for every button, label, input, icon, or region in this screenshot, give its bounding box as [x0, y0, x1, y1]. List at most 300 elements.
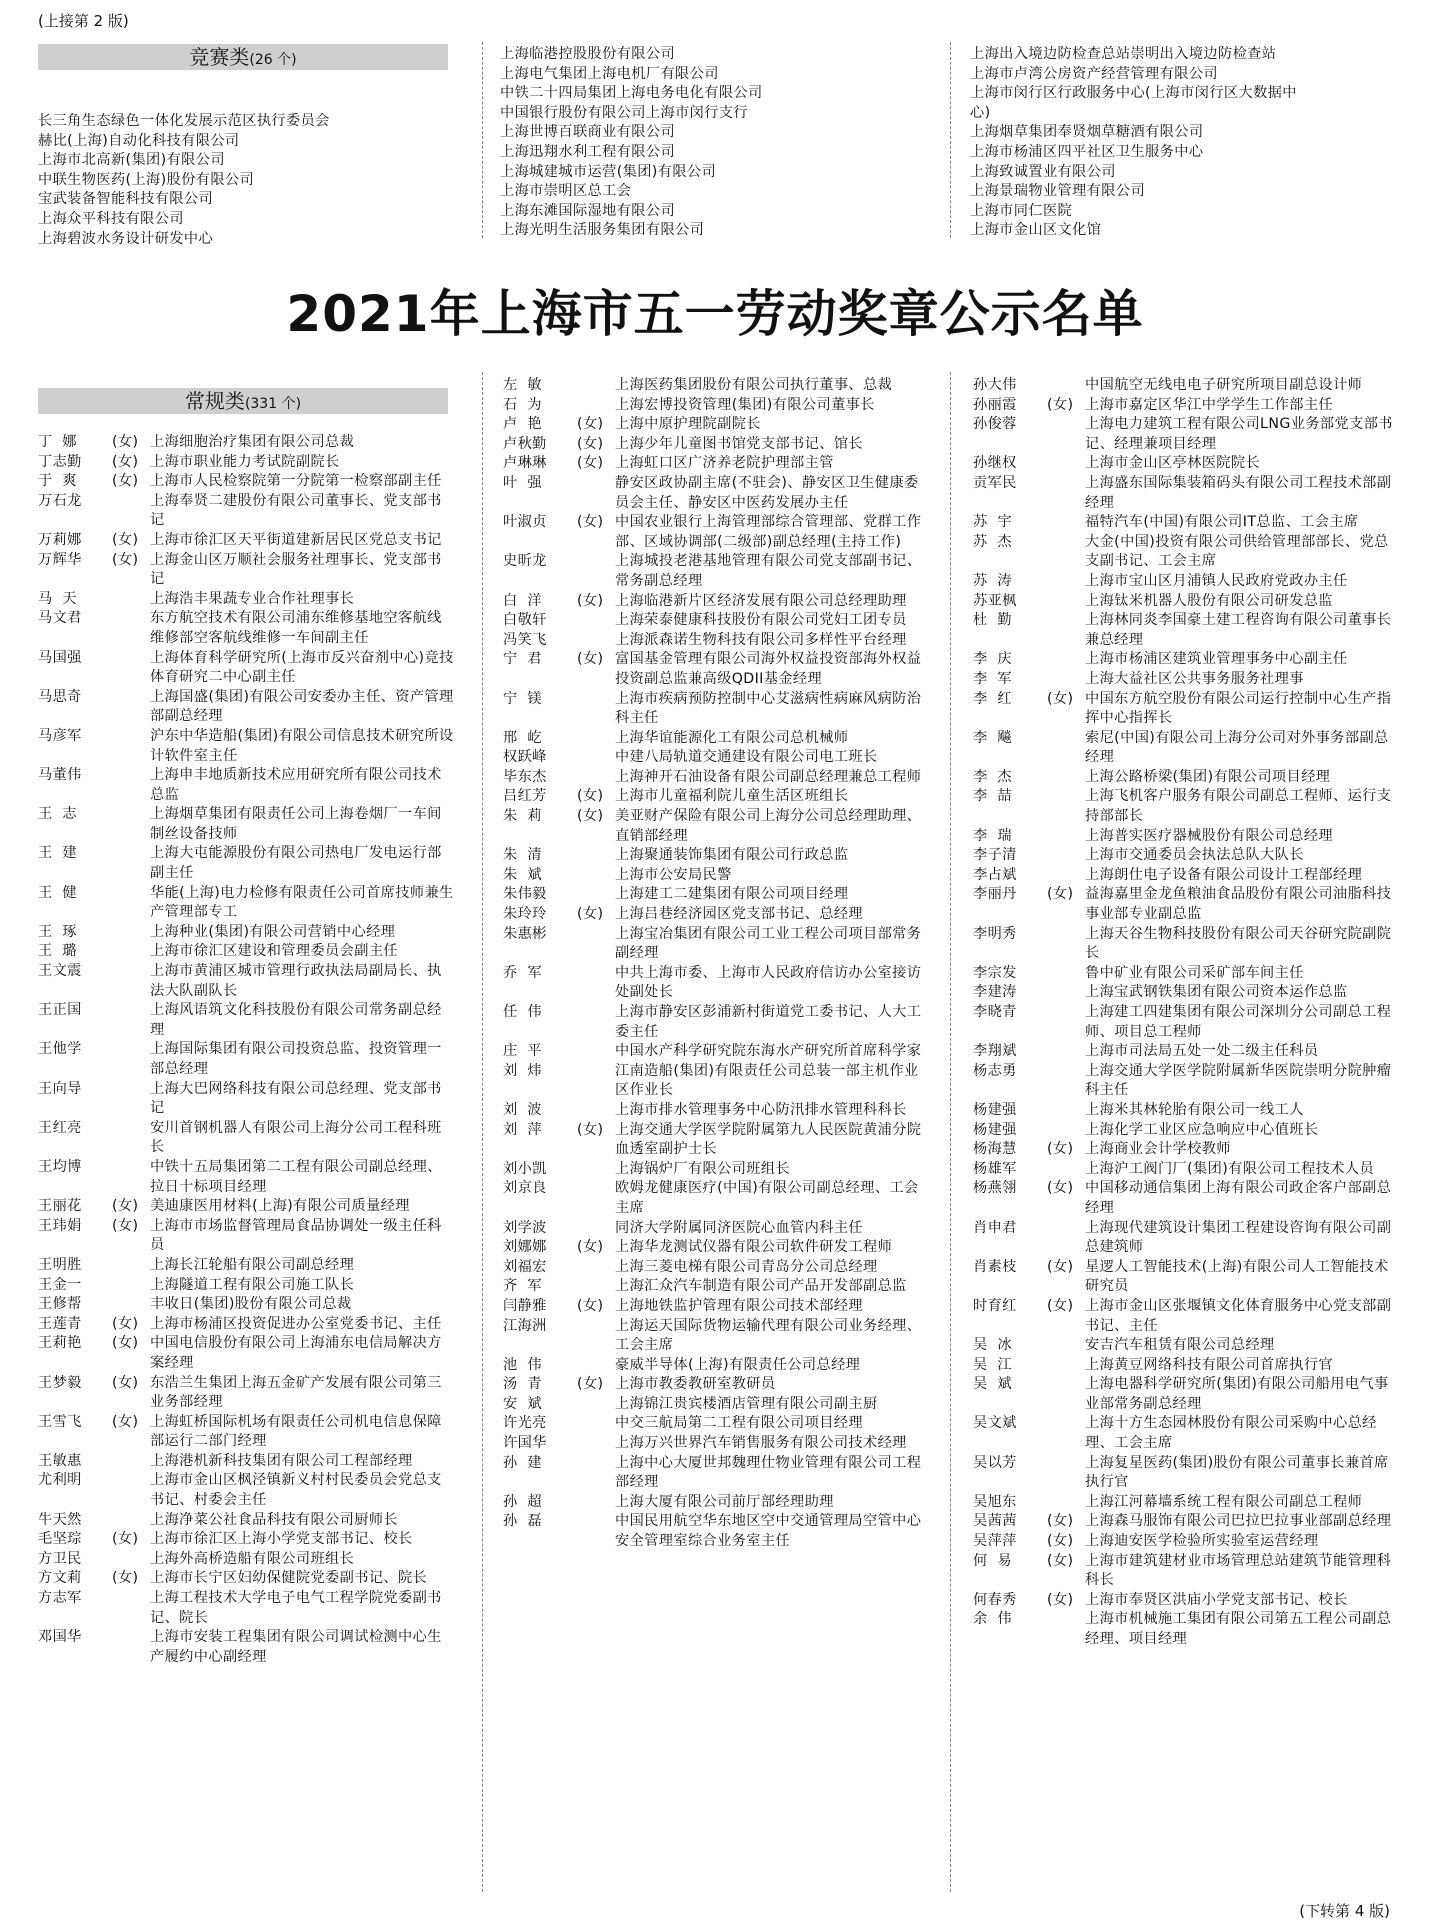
honoree-entry: [38, 531, 456, 551]
honoree-title: 上海市奉贤区洪庙小学党支部书记、校长: [1085, 1591, 1348, 1608]
honoree-name: 朱 斌: [503, 866, 542, 883]
section-count: (331 个): [244, 396, 302, 412]
honoree-entry: [973, 1140, 1393, 1160]
honoree-name: 方志军: [38, 1590, 82, 1607]
honoree-name: 尤利明: [38, 1472, 82, 1489]
competition-entry: 上海市北高新(集团)有限公司: [38, 152, 225, 169]
honoree-name: 王莲青: [38, 1315, 82, 1332]
honoree-entry: [973, 729, 1393, 768]
honoree-name: 马彦军: [38, 727, 82, 744]
honoree-gender: (女): [1047, 396, 1074, 413]
honoree-title: 上海市公安局民警: [615, 866, 732, 883]
honoree-name: 李建涛: [973, 984, 1017, 1001]
honoree-name: 万石龙: [38, 492, 82, 509]
honoree-gender: (女): [577, 435, 604, 452]
honoree-title: 上海市人民检察院第一分院第一检察部副主任: [150, 473, 442, 490]
section-label: 常规类: [184, 389, 245, 413]
honoree-name: 吴 冰: [973, 1337, 1012, 1354]
honoree-name: 李子清: [973, 847, 1017, 864]
honoree-title: 上海体育科学研究所(上海市反兴奋剂中心)竞技体育研究二中心副主任: [150, 649, 454, 686]
honoree-name: 王文震: [38, 963, 82, 980]
honoree-entry: [973, 1062, 1393, 1101]
honoree-entry: [38, 472, 456, 492]
competition-entry: 上海市卢湾公房资产经营管理有限公司: [970, 65, 1218, 82]
honoree-name: 卢 艳: [503, 416, 542, 433]
honoree-title: 上海工程技术大学电子电气工程学院党委副书记、院长: [150, 1590, 442, 1626]
continued-to-note: (下转第 4 版): [1299, 1902, 1390, 1920]
honoree-name: 叶淑贞: [503, 514, 547, 531]
honoree-entry: [973, 1552, 1393, 1591]
honoree-title: 中国东方航空股份有限公司运行控制中心生产指挥中心指挥长: [1085, 690, 1392, 727]
honoree-title: 上海化学工业区应急响应中心值班长: [1085, 1121, 1319, 1138]
honoree-title: 中国水产科学研究院东海水产研究所首席科学家: [615, 1043, 922, 1060]
competition-entry: 上海景瑞物业管理有限公司: [970, 183, 1146, 200]
honoree-gender: (女): [112, 1198, 139, 1215]
honoree-gender: (女): [1047, 886, 1074, 903]
honoree-gender: (女): [112, 434, 139, 450]
honoree-entry: [38, 1550, 456, 1570]
honoree-title: 丰收日(集团)股份有限公司总裁: [150, 1296, 352, 1313]
honoree-entry: [973, 513, 1393, 533]
honoree-title: 上海三菱电梯有限公司青岛分公司总经理: [615, 1258, 878, 1275]
honoree-name: 马国强: [38, 649, 82, 666]
honoree-entry: [503, 513, 923, 552]
honoree-title: 上海外高桥造船有限公司班组长: [150, 1550, 355, 1567]
honoree-entry: [973, 827, 1393, 847]
honoree-title: 上海浩丰果蔬专业合作社理事长: [150, 590, 355, 607]
honoree-name: 刘 炜: [503, 1062, 542, 1079]
honoree-name: 时育红: [973, 1297, 1017, 1314]
honoree-entry: [38, 766, 456, 805]
honoree-gender: (女): [112, 1315, 139, 1332]
honoree-entry: [38, 1589, 456, 1628]
honoree-title: 上海交通大学医学院附属第九人民医院黄浦分院血透室副护士长: [615, 1121, 922, 1158]
honoree-title: 上海复星医药(集团)股份有限公司董事长兼首席执行官: [1085, 1454, 1389, 1491]
honoree-gender: (女): [112, 551, 139, 568]
honoree-entry: [503, 650, 923, 689]
honoree-name: 邓国华: [38, 1629, 82, 1646]
honoree-name: 石 为: [503, 396, 542, 413]
honoree-title: 上海市宝山区月浦镇人民政府党政办主任: [1085, 572, 1348, 589]
honoree-entry: [503, 866, 923, 886]
honoree-entry: [973, 1493, 1393, 1513]
honoree-name: 任 伟: [503, 1004, 542, 1020]
honoree-name: 王敏惠: [38, 1452, 82, 1469]
honoree-name: 肖申君: [973, 1219, 1017, 1236]
honoree-entry: [973, 1336, 1393, 1356]
honoree-entry: [38, 590, 456, 610]
honoree-name: 王丽花: [38, 1198, 82, 1215]
honoree-entry: [503, 1062, 923, 1101]
honoree-title: 上海华龙测试仪器有限公司软件研发工程师: [615, 1239, 893, 1256]
honoree-title: 上海宏博投资管理(集团)有限公司董事长: [615, 396, 875, 413]
column-divider: [482, 42, 483, 238]
honoree-name: 苏 涛: [973, 572, 1012, 589]
honoree-title: 上海十方生态园林股份有限公司采购中心总经理、工会主席: [1085, 1415, 1377, 1452]
honoree-entry: [503, 376, 923, 396]
honoree-name: 于 爽: [38, 473, 77, 490]
honoree-title: 上海净菜公社食品科技有限公司厨师长: [150, 1511, 398, 1528]
honoree-name: 王他学: [38, 1041, 82, 1058]
honoree-entry: [503, 1356, 923, 1376]
competition-entry: 上海市崇明区总工会: [500, 183, 632, 200]
honoree-entry: [38, 1628, 456, 1667]
honoree-title: 上海市嘉定区华江中学学生工作部主任: [1085, 396, 1333, 413]
honoree-title: 豪威半导体(上海)有限责任公司总经理: [615, 1356, 861, 1373]
honoree-title: 静安区政协副主席(不驻会)、静安区卫生健康委员会主任、静安区中医药发展办主任: [615, 474, 919, 511]
honoree-title: 上海林同炎李国豪土建工程咨询有限公司董事长兼总经理: [1085, 612, 1392, 648]
honoree-entry: [973, 925, 1393, 964]
honoree-entry: [503, 1454, 923, 1493]
honoree-title: 江南造船(集团)有限责任公司总装一部主机作业区作业长: [615, 1062, 919, 1099]
honoree-gender: (女): [112, 453, 139, 470]
honoree-entry: [503, 454, 923, 474]
honoree-entry: [973, 983, 1393, 1003]
honoree-name: 叶 强: [503, 474, 542, 491]
honoree-title: 上海森马服饰有限公司巴拉巴拉事业部副总经理: [1085, 1513, 1392, 1530]
honoree-entry: [38, 1452, 456, 1472]
honoree-entry: [503, 611, 923, 631]
honoree-entry: [503, 1258, 923, 1278]
honoree-name: 李丽丹: [973, 886, 1017, 903]
honoree-name: 王修帮: [38, 1296, 82, 1313]
honoree-title: 上海市排水管理事务中心防汛排水管理科科长: [615, 1101, 907, 1118]
competition-entry: 上海致诚置业有限公司: [970, 163, 1116, 180]
honoree-gender: (女): [112, 473, 139, 490]
honoree-entry: [38, 1119, 456, 1158]
regular-column-1: [38, 433, 456, 1667]
honoree-title: 上海宝冶集团有限公司工业工程公司项目部常务副经理: [615, 925, 922, 962]
honoree-title: 上海市静安区彭浦新村街道党工委书记、人大工委主任: [615, 1004, 922, 1040]
honoree-name: 刘小凯: [503, 1160, 547, 1177]
honoree-gender: (女): [577, 651, 604, 668]
honoree-title: 中国移动通信集团上海有限公司政企客户部副总经理: [1085, 1180, 1392, 1216]
honoree-title: 上海万兴世界汽车销售服务有限公司技术经理: [615, 1435, 907, 1452]
competition-entry: 上海世博百联商业有限公司: [500, 124, 676, 141]
competition-entry: 上海东滩国际湿地有限公司: [500, 202, 676, 219]
competition-column-1: [38, 112, 448, 249]
honoree-name: 王金一: [38, 1276, 82, 1293]
honoree-entry: [38, 962, 456, 1001]
honoree-title: 安川首钢机器人有限公司上海分公司工程科班长: [150, 1119, 442, 1156]
honoree-name: 卢琳琳: [503, 455, 547, 472]
honoree-entry: [973, 964, 1393, 984]
honoree-name: 李 军: [973, 670, 1012, 687]
honoree-title: 东方航空技术有限公司浦东维修基地空客航线维修部空客航线维修一车间副主任: [150, 610, 442, 646]
honoree-name: 孙丽霞: [973, 396, 1017, 413]
competition-entry: 宝武装备智能科技有限公司: [38, 191, 214, 208]
honoree-entry: [38, 1471, 456, 1510]
honoree-entry: [503, 885, 923, 905]
honoree-title: 上海市安装工程集团有限公司调试检测中心生产履约中心副经理: [150, 1629, 442, 1665]
honoree-title: 上海市建筑建材业市场管理总站建筑节能管理科科长: [1085, 1552, 1392, 1589]
honoree-title: 上海虹口区广济养老院护理部主管: [615, 455, 834, 472]
section-label: 竞赛类: [189, 45, 250, 69]
honoree-name: 孙 建: [503, 1454, 542, 1471]
honoree-entry: [973, 611, 1393, 650]
honoree-entry: [38, 1530, 456, 1550]
honoree-name: 李翔斌: [973, 1043, 1017, 1060]
honoree-name: 孙大伟: [973, 377, 1017, 393]
honoree-name: 苏亚枫: [973, 592, 1017, 609]
competition-entry: 中国银行股份有限公司上海市闵行支行: [500, 104, 748, 121]
honoree-entry: [503, 807, 923, 846]
honoree-entry: [973, 650, 1393, 670]
honoree-title: 上海细胞治疗集团有限公司总裁: [150, 434, 355, 450]
honoree-name: 李明秀: [973, 925, 1017, 942]
honoree-gender: (女): [112, 1413, 139, 1430]
honoree-title: 上海市金山区张堰镇文化体育服务中心党支部副书记、主任: [1085, 1297, 1392, 1334]
honoree-title: 上海市徐汇区天平街道建新居民区党总支书记: [150, 531, 442, 548]
honoree-entry: [503, 964, 923, 1003]
honoree-entry: [503, 1121, 923, 1160]
honoree-gender: (女): [577, 416, 604, 433]
honoree-name: 庄 平: [503, 1043, 542, 1060]
honoree-title: 上海市司法局五处一处二级主任科员: [1085, 1043, 1319, 1060]
honoree-name: 王雪飞: [38, 1413, 82, 1430]
honoree-title: 上海钛米机器人股份有限公司研发总监: [1085, 592, 1333, 609]
honoree-entry: [503, 729, 923, 749]
honoree-entry: [503, 925, 923, 964]
honoree-title: 上海临港新片区经济发展有限公司总经理助理: [615, 592, 907, 609]
honoree-title: 上海城投老港基地管理有限公司党支部副书记、常务副总经理: [615, 553, 922, 589]
honoree-name: 宁 镁: [503, 690, 542, 707]
honoree-title: 上海长江轮船有限公司副总经理: [150, 1256, 355, 1273]
honoree-title: 上海黄豆网络科技有限公司首席执行官: [1085, 1356, 1333, 1373]
honoree-name: 王 建: [38, 845, 77, 862]
honoree-gender: (女): [1047, 1180, 1074, 1197]
honoree-entry: [503, 1003, 923, 1042]
competition-entry: 上海市闵行区行政服务中心(上海市闵行区大数据中: [970, 85, 1297, 102]
honoree-name: 朱 清: [503, 847, 542, 864]
honoree-name: 孙 超: [503, 1493, 542, 1510]
honoree-title: 上海建工二建集团有限公司项目经理: [615, 886, 849, 903]
honoree-name: 牛天然: [38, 1511, 82, 1528]
honoree-title: 上海市杨浦区投资促进办公室党委书记、主任: [150, 1315, 442, 1332]
honoree-entry: [973, 1258, 1393, 1297]
honoree-name: 王 璐: [38, 943, 77, 960]
honoree-title: 上海医药集团股份有限公司执行董事、总裁: [615, 377, 893, 393]
honoree-title: 美迪康医用材料(上海)有限公司质量经理: [150, 1198, 410, 1215]
honoree-name: 万辉华: [38, 551, 82, 568]
continued-from-note: (上接第 2 版): [38, 12, 129, 30]
honoree-entry: [38, 551, 456, 590]
honoree-name: 池 伟: [503, 1356, 542, 1373]
honoree-entry: [973, 396, 1393, 416]
honoree-title: 益海嘉里金龙鱼粮油食品股份有限公司油脂科技事业部专业副总监: [1085, 886, 1392, 923]
honoree-gender: (女): [1047, 1513, 1074, 1530]
honoree-name: 宁 君: [503, 651, 542, 668]
honoree-title: 上海朗仕电子设备有限公司设计工程部经理: [1085, 866, 1363, 883]
honoree-title: 上海大巴网络科技有限公司总经理、党支部书记: [150, 1080, 442, 1117]
honoree-title: 上海中原护理院副院长: [615, 416, 761, 433]
honoree-title: 上海金山区万顺社会服务社理事长、党支部书记: [150, 551, 442, 588]
honoree-title: 上海市黄浦区城市管理行政执法局副局长、执法大队副队长: [150, 963, 442, 999]
honoree-title: 中共上海市委、上海市人民政府信访办公室接访处副处长: [615, 964, 922, 1001]
honoree-title: 上海少年儿童图书馆党支部书记、馆长: [615, 435, 863, 452]
honoree-name: 孙 磊: [503, 1513, 542, 1530]
honoree-name: 白 洋: [503, 592, 542, 609]
competition-entry: 长三角生态绿色一体化发展示范区执行委员会: [38, 113, 330, 129]
competition-entry: 上海迅翔水利工程有限公司: [500, 143, 676, 160]
honoree-entry: [503, 1297, 923, 1317]
honoree-entry: [503, 787, 923, 807]
honoree-entry: [38, 453, 456, 473]
honoree-entry: [38, 1001, 456, 1040]
honoree-entry: [503, 748, 923, 768]
regular-column-2: [503, 376, 923, 1552]
honoree-entry: [38, 1295, 456, 1315]
honoree-title: 富国基金管理有限公司海外权益投资部海外权益投资副总监兼高级QDII基金经理: [615, 651, 922, 687]
honoree-entry: [973, 1610, 1393, 1649]
honoree-name: 吕红芳: [503, 788, 547, 805]
honoree-entry: [38, 649, 456, 688]
honoree-entry: [973, 454, 1393, 474]
honoree-title: 上海大厦有限公司前厅部经理助理: [615, 1493, 834, 1510]
honoree-name: 马文君: [38, 610, 82, 627]
honoree-entry: [38, 1217, 456, 1256]
honoree-entry: [973, 1219, 1393, 1258]
honoree-gender: (女): [577, 514, 604, 531]
honoree-name: 丁 娜: [38, 434, 77, 450]
honoree-entry: [38, 492, 456, 531]
honoree-title: 欧姆龙健康医疗(中国)有限公司副总经理、工会主席: [615, 1180, 919, 1216]
honoree-title: 上海派森诺生物科技有限公司多样性平台经理: [615, 631, 907, 648]
honoree-title: 中铁十五局集团第二工程有限公司副总经理、拉日十标项目经理: [150, 1158, 442, 1195]
honoree-entry: [973, 1160, 1393, 1180]
honoree-title: 鲁中矿业有限公司采矿部车间主任: [1085, 964, 1304, 981]
honoree-gender: (女): [1047, 1258, 1074, 1275]
honoree-name: 史昕龙: [503, 553, 547, 570]
honoree-title: 上海中心大厦世邦魏理仕物业管理有限公司工程部经理: [615, 1454, 922, 1491]
competition-entry: 心): [970, 104, 991, 121]
honoree-name: 朱惠彬: [503, 925, 547, 942]
honoree-name: 吴旭东: [973, 1493, 1017, 1510]
honoree-name: 李占斌: [973, 866, 1017, 883]
honoree-name: 万莉娜: [38, 531, 82, 548]
honoree-name: 刘娜娜: [503, 1239, 547, 1256]
honoree-title: 美亚财产保险有限公司上海分公司总经理助理、直销部经理: [615, 808, 922, 844]
honoree-entry: [973, 1003, 1393, 1042]
honoree-title: 上海电器科学研究所(集团)有限公司船用电气事业部常务副总经理: [1085, 1376, 1389, 1412]
honoree-gender: (女): [1047, 1297, 1074, 1314]
honoree-name: 王 健: [38, 884, 77, 901]
honoree-title: 上海市市场监督管理局食品协调处一级主任科员: [150, 1217, 442, 1254]
competition-column-2: [500, 45, 920, 241]
honoree-name: 刘 萍: [503, 1121, 542, 1138]
honoree-entry: [503, 1160, 923, 1180]
honoree-entry: [973, 474, 1393, 513]
honoree-title: 上海种业(集团)有限公司营销中心经理: [150, 923, 396, 940]
honoree-name: 王均博: [38, 1158, 82, 1175]
honoree-name: 吴 斌: [973, 1376, 1012, 1393]
honoree-title: 上海市徐汇区上海小学党支部书记、校长: [150, 1531, 413, 1548]
honoree-entry: [503, 1179, 923, 1218]
honoree-name: 白敬轩: [503, 612, 547, 629]
honoree-name: 何 易: [973, 1552, 1012, 1569]
honoree-title: 上海市职业能力考试院副院长: [150, 453, 340, 470]
honoree-entry: [973, 1532, 1393, 1552]
honoree-name: 刘福宏: [503, 1258, 547, 1275]
honoree-title: 上海国盛(集团)有限公司安委办主任、资产管理部副总经理: [150, 688, 454, 725]
honoree-title: 中国航空无线电电子研究所项目副总设计师: [1085, 377, 1363, 393]
competition-entry: 上海出入境边防检查总站崇明出入境边防检查站: [970, 46, 1277, 62]
honoree-title: 上海普实医疗器械股份有限公司总经理: [1085, 827, 1333, 844]
honoree-entry: [38, 1256, 456, 1276]
honoree-name: 苏 宇: [973, 514, 1012, 531]
honoree-entry: [503, 592, 923, 612]
honoree-title: 星逻人工智能技术(上海)有限公司人工智能技术研究员: [1085, 1258, 1389, 1295]
honoree-title: 东浩兰生集团上海五金矿产发展有限公司第三业务部经理: [150, 1374, 442, 1411]
honoree-title: 上海荣泰健康科技股份有限公司党妇工团专员: [615, 612, 907, 629]
honoree-name: 方卫民: [38, 1550, 82, 1567]
honoree-entry: [973, 1101, 1393, 1121]
honoree-entry: [38, 727, 456, 766]
honoree-title: 华能(上海)电力检修有限责任公司首席技师兼生产管理部专工: [150, 884, 454, 921]
honoree-name: 杨志勇: [973, 1062, 1017, 1079]
honoree-title: 上海米其林轮胎有限公司一线工人: [1085, 1101, 1304, 1118]
section-count: (26 个): [249, 52, 297, 68]
honoree-name: 朱玲玲: [503, 906, 547, 923]
honoree-entry: [973, 1179, 1393, 1218]
honoree-name: 孙俊蓉: [973, 416, 1017, 433]
honoree-name: 李 红: [973, 690, 1012, 707]
honoree-name: 贡军民: [973, 474, 1017, 491]
honoree-title: 上海虹桥国际机场有限责任公司机电信息保障部运行二部门经理: [150, 1413, 442, 1450]
honoree-title: 上海运天国际货物运输代理有限公司业务经理、工会主席: [615, 1317, 922, 1354]
honoree-name: 吴 江: [973, 1356, 1012, 1373]
honoree-entry: [503, 1042, 923, 1062]
honoree-gender: (女): [112, 1374, 139, 1391]
honoree-title: 上海市教委教研室教研员: [615, 1376, 776, 1393]
competition-column-3: [970, 45, 1400, 241]
honoree-title: 索尼(中国)有限公司上海分公司对外事务部副总经理: [1085, 729, 1389, 766]
competition-entry: 上海市杨浦区四平社区卫生服务中心: [970, 143, 1204, 160]
honoree-name: 王明胜: [38, 1256, 82, 1273]
honoree-title: 上海地铁监护管理有限公司技术部经理: [615, 1297, 863, 1314]
honoree-title: 上海聚通装饰集团有限公司行政总监: [615, 847, 849, 864]
honoree-title: 上海沪工阀门厂(集团)有限公司工程技术人员: [1085, 1160, 1375, 1177]
honoree-entry: [503, 1101, 923, 1121]
honoree-title: 上海江河幕墙系统工程有限公司副总工程师: [1085, 1493, 1363, 1510]
honoree-entry: [503, 1434, 923, 1454]
honoree-entry: [503, 396, 923, 416]
honoree-title: 上海市交通委员会执法总队大队长: [1085, 847, 1304, 864]
honoree-gender: (女): [577, 808, 604, 825]
honoree-entry: [973, 846, 1393, 866]
honoree-name: 王红亮: [38, 1119, 82, 1136]
honoree-entry: [38, 433, 456, 453]
honoree-title: 上海申丰地质新技术应用研究所有限公司技术总监: [150, 767, 442, 803]
honoree-title: 上海华谊能源化工有限公司总机械师: [615, 729, 849, 746]
honoree-entry: [38, 884, 456, 923]
honoree-title: 上海市机械施工集团有限公司第五工程公司副总经理、项目经理: [1085, 1611, 1392, 1647]
honoree-entry: [503, 1238, 923, 1258]
honoree-title: 上海国际集团有限公司投资总监、投资管理一部总经理: [150, 1041, 442, 1077]
honoree-entry: [38, 844, 456, 883]
honoree-entry: [973, 1042, 1393, 1062]
honoree-entry: [503, 1414, 923, 1434]
honoree-entry: [973, 768, 1393, 788]
honoree-entry: [38, 805, 456, 844]
honoree-title: 中建八局轨道交通建设有限公司电工班长: [615, 749, 878, 766]
honoree-gender: (女): [112, 1335, 139, 1352]
honoree-name: 卢秋勤: [503, 435, 547, 452]
honoree-entry: [973, 1454, 1393, 1493]
honoree-entry: [503, 1493, 923, 1513]
honoree-title: 上海风语筑文化科技股份有限公司常务副总经理: [150, 1002, 442, 1038]
honoree-name: 王玮娟: [38, 1217, 82, 1234]
